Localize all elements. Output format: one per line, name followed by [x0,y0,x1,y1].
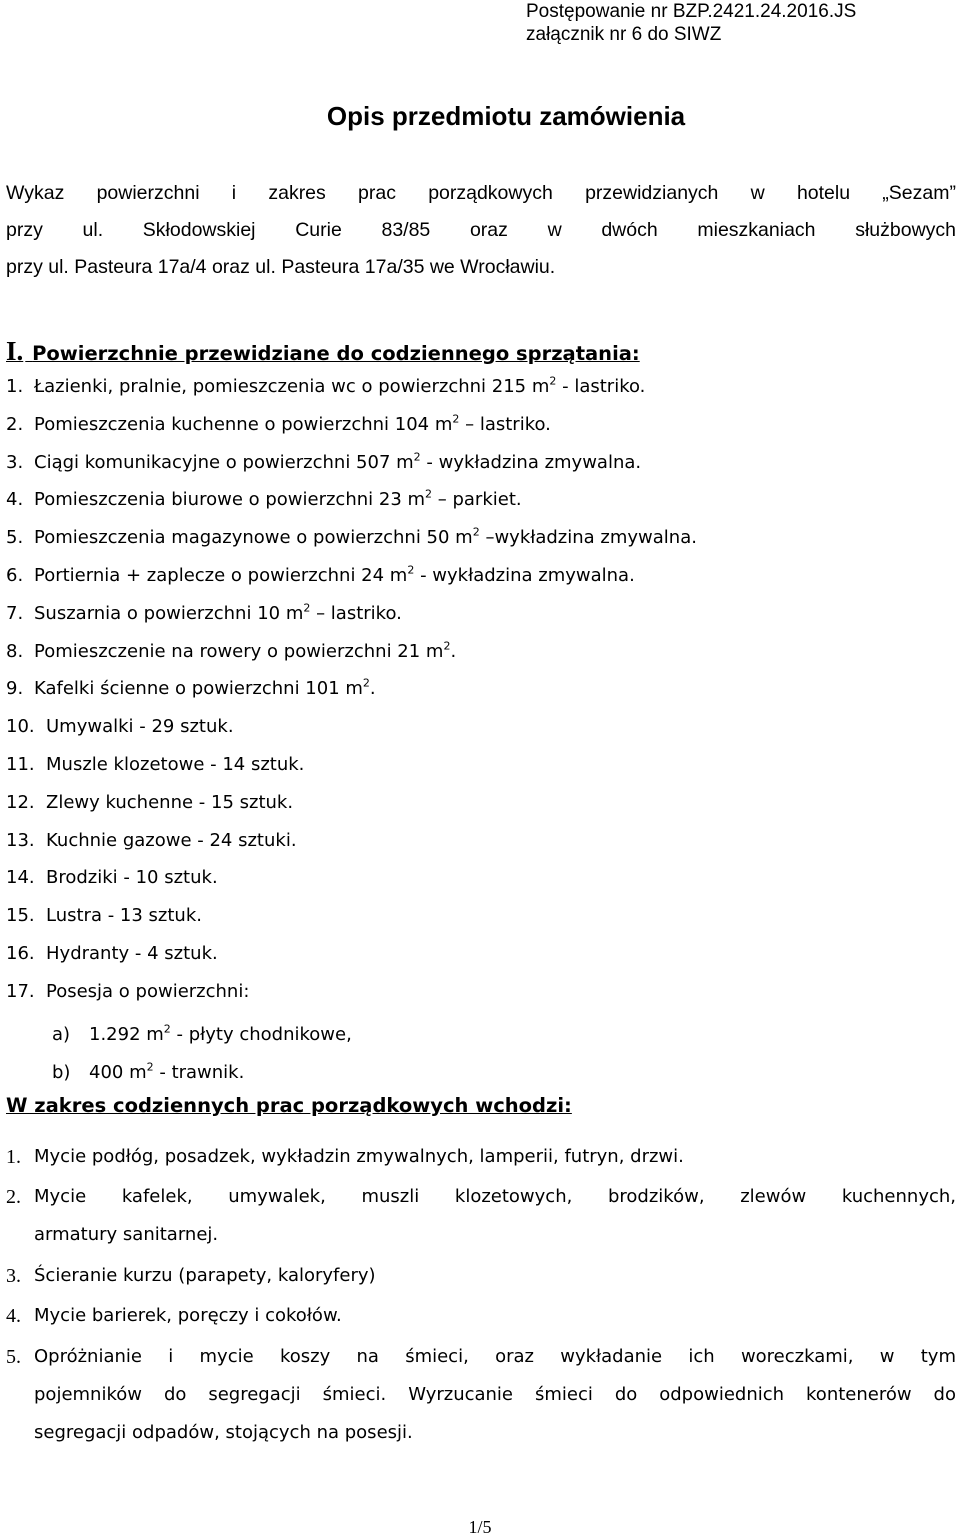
list-item [6,784,293,822]
sub-item-letter: b) [52,1062,71,1083]
sub-item-text: 400 m [89,1062,147,1083]
duty-line: armatury sanitarnej. [34,1224,219,1245]
item-number: 6. [6,565,24,586]
item-text: Muszle klozetowe - 14 sztuk. [46,754,305,775]
item-number: 15. [6,905,35,926]
duty-line: Mycie podłóg, posadzek, wykładzin zmywalnych, lamperii, futryn, drzwi. [34,1146,684,1167]
duty-line: Ścieranie kurzu (parapety, kaloryfery) [34,1265,376,1286]
item-text: Lustra - 13 sztuk. [46,905,202,926]
list-item [6,746,304,784]
intro-line: przy ul. Skłodowskiej Curie 83/85 oraz w dwóch mieszkaniach służbowych [6,219,956,241]
item-text: Brodziki - 10 sztuk. [46,867,218,888]
item-text: Umywalki - 29 sztuk. [46,716,234,737]
item-number: 14. [6,867,35,888]
duty-item [6,1138,956,1176]
duty-item [6,1338,956,1452]
duty-line: pojemników do segregacji śmieci. Wyrzucanie śmieci do odpowiednich kontenerów do [34,1384,956,1405]
attachment-label: załącznik nr 6 do SIWZ [526,24,722,45]
section-title: Powierzchnie przewidziane do codziennego sprzątania: [32,342,640,365]
item-text: Portiernia + zaplecze o powierzchni 24 m [34,565,408,586]
duty-number: 4. [6,1305,21,1327]
unit-exponent: 2 [413,450,421,464]
duty-item [6,1178,956,1254]
item-text-suffix: – lastriko. [310,603,402,624]
list-item [6,481,522,519]
item-number: 9. [6,678,24,699]
sub-item-letter: a) [52,1024,71,1045]
duty-text [34,1138,956,1176]
duty-number: 5. [6,1346,21,1368]
unit-exponent: 2 [303,601,311,615]
list-item [6,859,218,897]
list-item [6,519,697,557]
list-item [6,557,635,595]
duty-line: Opróżnianie i mycie koszy na śmieci, oraz wykładanie ich woreczkami, w tym [34,1346,956,1367]
intro-line: przy ul. Pasteura 17a/4 oraz ul. Pasteura 17a/35 we Wrocławiu. [6,256,556,278]
sub-item-text: 1.292 m [89,1024,164,1045]
item-text: Łazienki, pralnie, pomieszczenia wc o powierzchni 215 m [34,376,550,397]
duty-line: Mycie kafelek, umywalek, muszli klozetowych, brodzików, zlewów kuchennych, [34,1186,956,1207]
sub-item-text-suffix: - płyty chodnikowe, [170,1024,352,1045]
unit-exponent: 2 [472,525,480,539]
duty-text [34,1338,956,1452]
list-item [6,368,645,406]
intro-line: Wykaz powierzchni i zakres prac porządkowych przewidzianych w hotelu „Sezam” [6,182,956,204]
unit-exponent: 2 [452,412,460,426]
list-item [6,406,551,444]
item-text-suffix: –wykładzina zmywalna. [479,527,697,548]
item-text: Pomieszczenie na rowery o powierzchni 21 m [34,641,444,662]
duty-line: Mycie barierek, poręczy i cokołów. [34,1305,342,1326]
document-title: Opis przedmiotu zamówienia [326,101,686,131]
item-number: 3. [6,452,24,473]
intro-paragraph [6,175,956,286]
duty-text [34,1178,956,1254]
list-item [6,670,376,708]
item-text-suffix: . [450,641,457,662]
duty-number: 3. [6,1265,21,1287]
duty-text [34,1297,956,1335]
item-text: Hydranty - 4 sztuk. [46,943,218,964]
item-text: Posesja o powierzchni: [46,981,250,1002]
item-number: 11. [6,754,35,775]
procedure-reference [526,0,956,46]
item-text-suffix: – parkiet. [432,489,522,510]
unit-exponent: 2 [443,639,451,653]
page-number: 1/5 [468,1517,492,1537]
item-number: 5. [6,527,24,548]
list-item [6,595,402,633]
item-number: 2. [6,414,24,435]
procedure-number: Postępowanie nr BZP.2421.24.2016.JS [526,1,857,22]
item-number: 17. [6,981,35,1002]
item-text: Ciągi komunikacyjne o powierzchni 507 m [34,452,414,473]
item-text-suffix: . [369,678,376,699]
sub-item [52,1054,244,1092]
unit-exponent: 2 [163,1022,171,1036]
list-item [6,897,202,935]
item-number: 16. [6,943,35,964]
sub-item [52,1016,352,1054]
item-number: 1. [6,376,24,397]
item-number: 10. [6,716,35,737]
item-text-suffix: - lastriko. [556,376,646,397]
item-text-suffix: – lastriko. [459,414,551,435]
unit-exponent: 2 [549,374,557,388]
sub-item-text-suffix: - trawnik. [153,1062,245,1083]
item-number: 4. [6,489,24,510]
item-number: 13. [6,830,35,851]
duty-item [6,1297,956,1335]
item-number: 7. [6,603,24,624]
item-number: 8. [6,641,24,662]
unit-exponent: 2 [407,563,415,577]
item-number: 12. [6,792,35,813]
item-text: Suszarnia o powierzchni 10 m [34,603,304,624]
list-item [6,444,641,482]
duty-text [34,1257,956,1295]
item-text: Pomieszczenia magazynowe o powierzchni 50 m [34,527,473,548]
item-text: Zlewy kuchenne - 15 sztuk. [46,792,294,813]
item-text: Kuchnie gazowe - 24 sztuki. [46,830,297,851]
item-text: Kafelki ścienne o powierzchni 101 m [34,678,363,699]
item-text-suffix: - wykładzina zmywalna. [414,565,635,586]
duty-item [6,1257,956,1295]
list-item [6,633,456,671]
list-item [6,708,234,746]
section-number: I. [6,336,24,366]
unit-exponent: 2 [425,487,433,501]
duty-line: segregacji odpadów, stojących na posesji. [34,1422,413,1443]
section-heading [6,333,640,372]
item-text-suffix: - wykładzina zmywalna. [420,452,642,473]
list-item [6,822,297,860]
list-item [6,935,218,973]
unit-exponent: 2 [146,1060,154,1074]
duty-number: 1. [6,1146,21,1168]
item-text: Pomieszczenia kuchenne o powierzchni 104 m [34,414,453,435]
unit-exponent: 2 [362,676,370,690]
duty-number: 2. [6,1186,21,1208]
list-item [6,973,249,1011]
item-text: Pomieszczenia biurowe o powierzchni 23 m [34,489,426,510]
duties-heading: W zakres codziennych prac porządkowych wchodzi: [6,1094,572,1117]
